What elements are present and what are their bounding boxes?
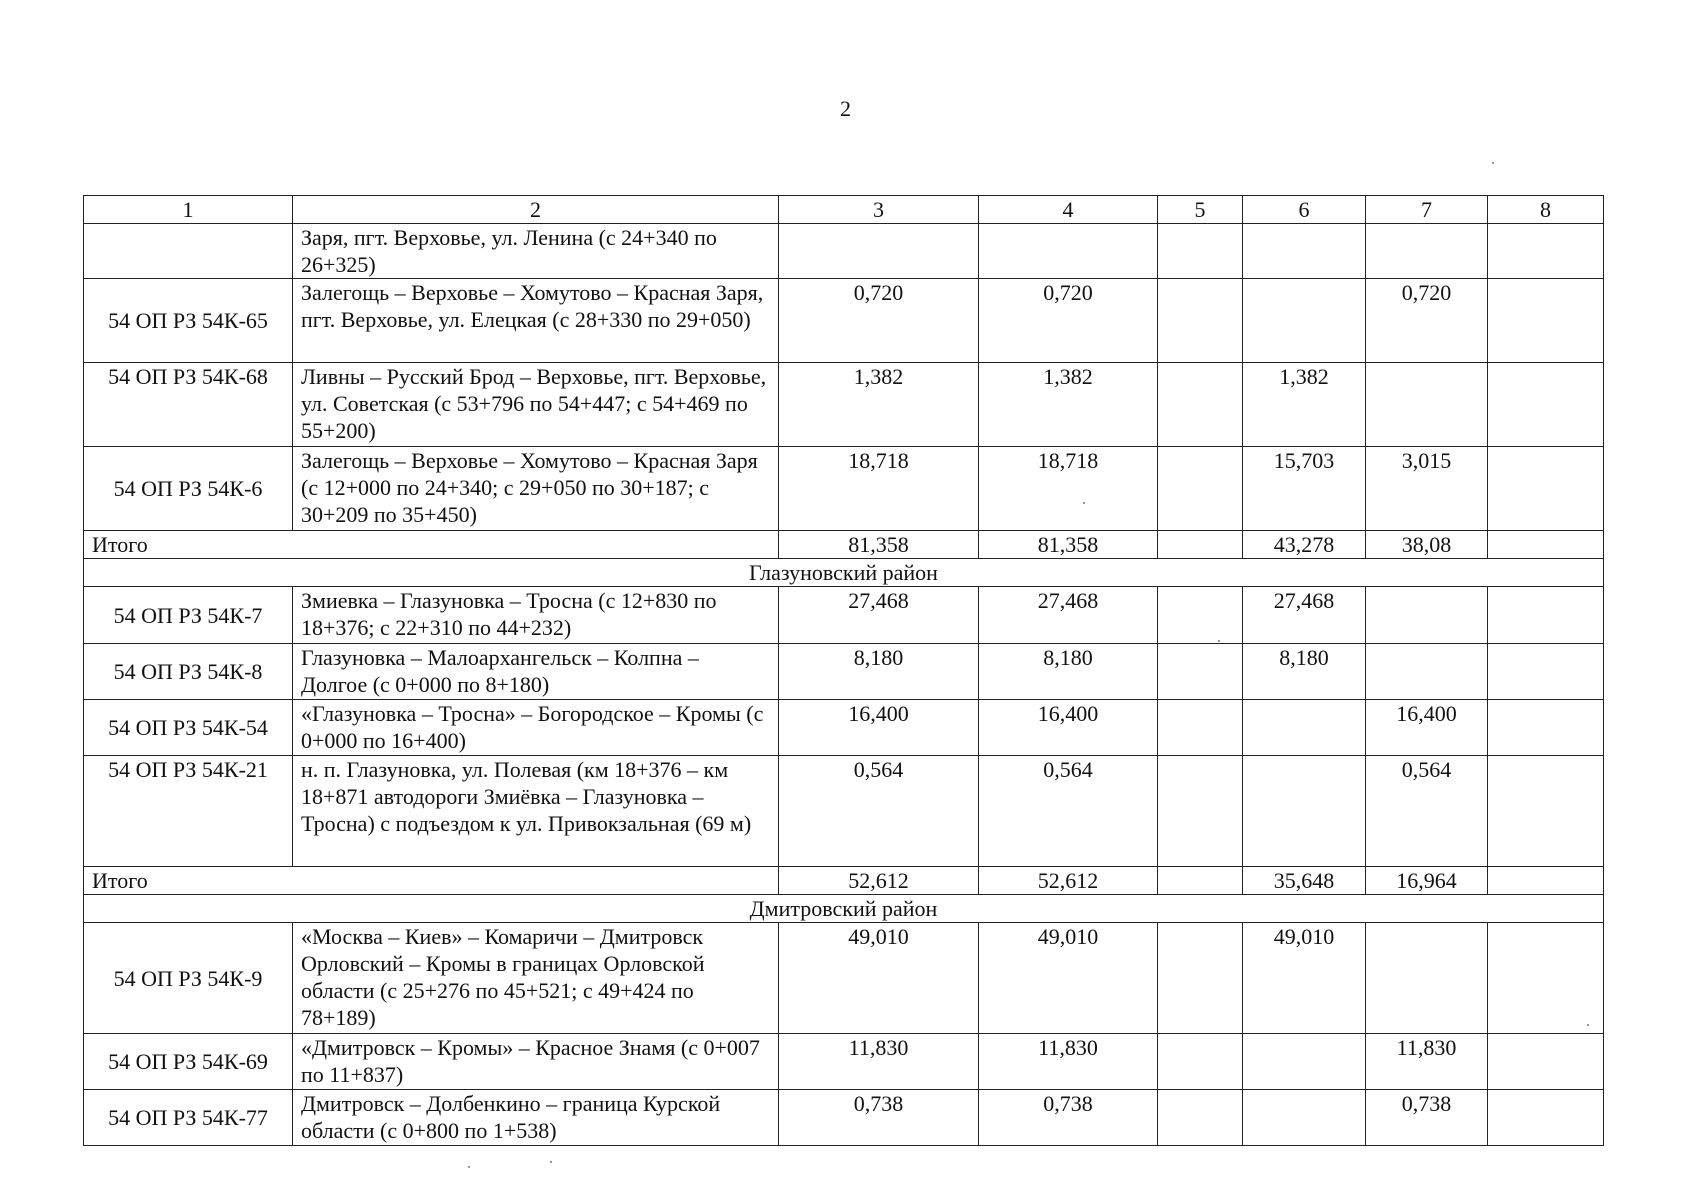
total-row [84, 867, 1604, 895]
value-col5 [1158, 587, 1243, 644]
value-col8 [1488, 756, 1604, 867]
value-col7 [1366, 923, 1488, 1034]
value-col6: 49,010 [1243, 923, 1366, 1034]
value-col8 [1488, 224, 1604, 279]
roads-table [83, 195, 1604, 1146]
road-code [84, 224, 293, 279]
road-description: Змиевка – Глазуновка – Тросна (с 12+830 по 18+376; с 22+310 по 44+232) [293, 587, 779, 644]
value-col4: 27,468 [979, 587, 1158, 644]
value-col3: 1,382 [779, 363, 979, 447]
value-col8 [1488, 644, 1604, 700]
value-col5 [1158, 224, 1243, 279]
value-col5 [1158, 700, 1243, 756]
value-col7 [1366, 224, 1488, 279]
road-description: Залегощь – Верховье – Хомутово – Красная Заря, пгт. Верховье, ул. Елецкая (с 28+330 по 29+050) [293, 279, 779, 363]
value-col5 [1158, 363, 1243, 447]
value-col6 [1243, 700, 1366, 756]
road-code: 54 ОП РЗ 54К-68 [84, 363, 293, 447]
value-col6: 8,180 [1243, 644, 1366, 700]
value-col4: 8,180 [979, 644, 1158, 700]
road-description: Ливны – Русский Брод – Верховье, пгт. Верховье, ул. Советская (с 53+796 по 54+447; с 54+469 по 55+200) [293, 363, 779, 447]
road-description: «Глазуновка – Тросна» – Богородское – Кромы (с 0+000 по 16+400) [293, 700, 779, 756]
district-title: Глазуновский район [84, 559, 1604, 587]
table-row [84, 1034, 1604, 1090]
value-col3: 11,830 [779, 1034, 979, 1090]
value-col7 [1366, 644, 1488, 700]
value-col7: 3,015 [1366, 447, 1488, 531]
value-col7: 0,564 [1366, 756, 1488, 867]
value-col8 [1488, 1090, 1604, 1146]
value-col8 [1488, 1034, 1604, 1090]
road-code: 54 ОП РЗ 54К-77 [84, 1090, 293, 1146]
column-header: 3 [779, 196, 979, 224]
scan-speck [1492, 162, 1494, 164]
value-col8 [1488, 923, 1604, 1034]
road-code: 54 ОП РЗ 54К-21 [84, 756, 293, 867]
total-label: Итого [84, 867, 779, 895]
column-header: 8 [1488, 196, 1604, 224]
total-col7: 16,964 [1366, 867, 1488, 895]
value-col6: 15,703 [1243, 447, 1366, 531]
road-code: 54 ОП РЗ 54К-7 [84, 587, 293, 644]
table-row [84, 644, 1604, 700]
value-col5 [1158, 644, 1243, 700]
table-row [84, 587, 1604, 644]
value-col8 [1488, 279, 1604, 363]
value-col3: 27,468 [779, 587, 979, 644]
column-header: 6 [1243, 196, 1366, 224]
road-description: Залегощь – Верховье – Хомутово – Красная Заря (с 12+000 по 24+340; с 29+050 по 30+187; с 30+209 по 35+450) [293, 447, 779, 531]
value-col7: 11,830 [1366, 1034, 1488, 1090]
value-col8 [1488, 363, 1604, 447]
total-col3: 81,358 [779, 531, 979, 559]
total-label: Итого [84, 531, 779, 559]
road-description: Дмитровск – Долбенкино – граница Курской области (с 0+800 по 1+538) [293, 1090, 779, 1146]
column-number-header [84, 196, 1604, 224]
scan-speck [1083, 502, 1085, 504]
value-col7: 0,738 [1366, 1090, 1488, 1146]
value-col4: 0,564 [979, 756, 1158, 867]
table-row [84, 923, 1604, 1034]
value-col6 [1243, 224, 1366, 279]
total-col5 [1158, 531, 1243, 559]
total-col3: 52,612 [779, 867, 979, 895]
value-col3: 0,564 [779, 756, 979, 867]
total-col6: 35,648 [1243, 867, 1366, 895]
value-col3: 0,738 [779, 1090, 979, 1146]
value-col3 [779, 224, 979, 279]
value-col8 [1488, 447, 1604, 531]
value-col7: 16,400 [1366, 700, 1488, 756]
value-col5 [1158, 279, 1243, 363]
total-col5 [1158, 867, 1243, 895]
table-row [84, 279, 1604, 363]
road-description: Заря, пгт. Верховье, ул. Ленина (с 24+340 по 26+325) [293, 224, 779, 279]
table-row [84, 363, 1604, 447]
value-col5 [1158, 756, 1243, 867]
scan-speck [1218, 640, 1220, 642]
value-col3: 18,718 [779, 447, 979, 531]
value-col7 [1366, 587, 1488, 644]
value-col7: 0,720 [1366, 279, 1488, 363]
column-header: 4 [979, 196, 1158, 224]
table-row [84, 447, 1604, 531]
total-col7: 38,08 [1366, 531, 1488, 559]
total-col4: 52,612 [979, 867, 1158, 895]
value-col6 [1243, 1034, 1366, 1090]
road-code: 54 ОП РЗ 54К-69 [84, 1034, 293, 1090]
value-col6 [1243, 279, 1366, 363]
district-row [84, 895, 1604, 923]
value-col4: 0,738 [979, 1090, 1158, 1146]
value-col6 [1243, 1090, 1366, 1146]
value-col6: 1,382 [1243, 363, 1366, 447]
table-row [84, 224, 1604, 279]
total-col6: 43,278 [1243, 531, 1366, 559]
value-col4: 16,400 [979, 700, 1158, 756]
value-col6 [1243, 756, 1366, 867]
column-header: 5 [1158, 196, 1243, 224]
value-col3: 0,720 [779, 279, 979, 363]
value-col5 [1158, 1034, 1243, 1090]
value-col3: 8,180 [779, 644, 979, 700]
value-col4: 1,382 [979, 363, 1158, 447]
total-col8 [1488, 867, 1604, 895]
value-col4: 11,830 [979, 1034, 1158, 1090]
value-col4: 49,010 [979, 923, 1158, 1034]
scan-speck [1587, 1024, 1589, 1026]
road-code: 54 ОП РЗ 54К-8 [84, 644, 293, 700]
table-row [84, 756, 1604, 867]
value-col5 [1158, 447, 1243, 531]
road-code: 54 ОП РЗ 54К-6 [84, 447, 293, 531]
value-col8 [1488, 587, 1604, 644]
value-col8 [1488, 700, 1604, 756]
table-row [84, 700, 1604, 756]
value-col4: 0,720 [979, 279, 1158, 363]
total-row [84, 531, 1604, 559]
value-col7 [1366, 363, 1488, 447]
total-col8 [1488, 531, 1604, 559]
value-col5 [1158, 1090, 1243, 1146]
road-description: «Москва – Киев» – Комаричи – Дмитровск Орловский – Кромы в границах Орловской области (с 25+276 по 45+521; с 49+424 по 78+189) [293, 923, 779, 1034]
column-header: 2 [293, 196, 779, 224]
road-description: Глазуновка – Малоархангельск – Колпна – Долгое (с 0+000 по 8+180) [293, 644, 779, 700]
value-col3: 16,400 [779, 700, 979, 756]
road-description: «Дмитровск – Кромы» – Красное Знамя (с 0+007 по 11+837) [293, 1034, 779, 1090]
value-col5 [1158, 923, 1243, 1034]
table-row [84, 1090, 1604, 1146]
value-col4: 18,718 [979, 447, 1158, 531]
scan-speck [468, 1166, 470, 1168]
road-code: 54 ОП РЗ 54К-54 [84, 700, 293, 756]
total-col4: 81,358 [979, 531, 1158, 559]
value-col6: 27,468 [1243, 587, 1366, 644]
road-code: 54 ОП РЗ 54К-65 [84, 279, 293, 363]
road-code: 54 ОП РЗ 54К-9 [84, 923, 293, 1034]
district-row [84, 559, 1604, 587]
column-header: 1 [84, 196, 293, 224]
value-col4 [979, 224, 1158, 279]
road-description: н. п. Глазуновка, ул. Полевая (км 18+376 – км 18+871 автодороги Змиёвка – Глазуновка – Тросна) с подъездом к ул. Привокзальная (69 м) [293, 756, 779, 867]
value-col3: 49,010 [779, 923, 979, 1034]
page-number: 2 [840, 96, 851, 121]
scan-speck [550, 1161, 552, 1163]
district-title: Дмитровский район [84, 895, 1604, 923]
column-header: 7 [1366, 196, 1488, 224]
